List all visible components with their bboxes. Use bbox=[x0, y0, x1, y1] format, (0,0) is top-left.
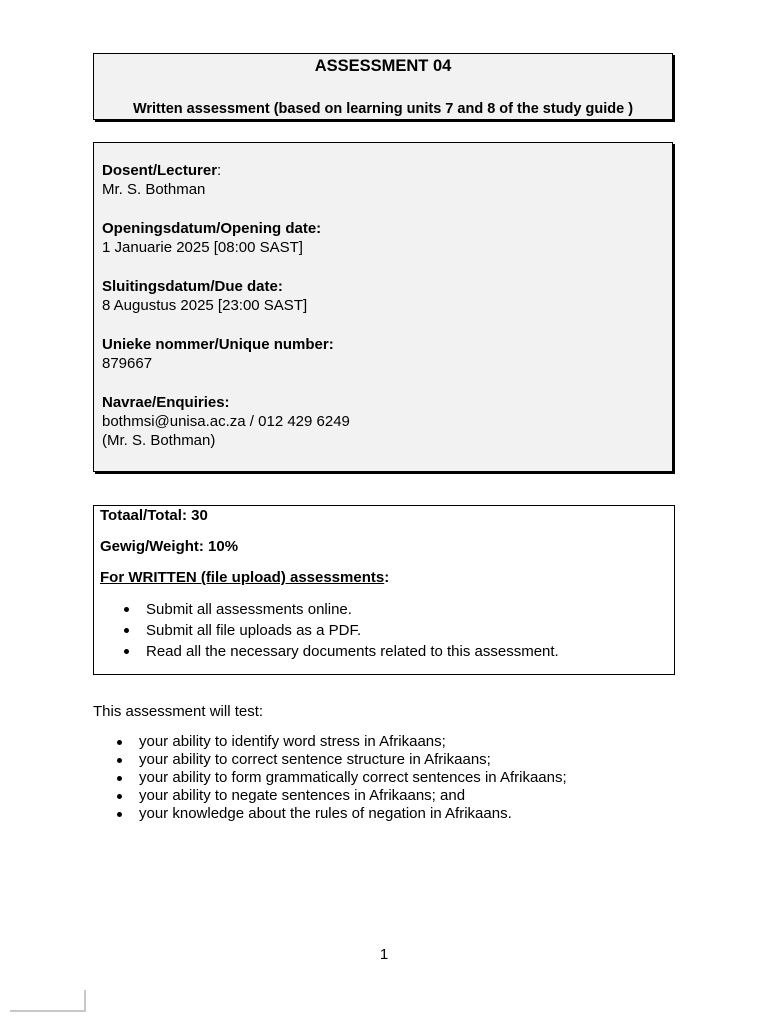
instruction-item: Submit all assessments online. bbox=[146, 601, 352, 618]
page-corner-mark bbox=[10, 990, 86, 1012]
bullet-icon bbox=[124, 607, 129, 612]
instruction-item: Read all the necessary documents related to this assessment. bbox=[146, 643, 559, 660]
test-item: your ability to negate sentences in Afrikaans; and bbox=[139, 787, 466, 804]
assessment-title: ASSESSMENT 04 bbox=[314, 57, 452, 75]
test-item: your ability to identify word stress in Afrikaans; bbox=[139, 733, 446, 750]
assessment-subtitle: Written assessment (based on learning units 7 and 8 of the study guide ) bbox=[132, 101, 634, 117]
test-item: your ability to correct sentence structure in Afrikaans; bbox=[139, 751, 491, 768]
weight: Gewig/Weight: 10% bbox=[100, 538, 239, 555]
opening-date-value: 1 Januarie 2025 [08:00 SAST] bbox=[102, 239, 303, 256]
enquiries-label: Navrae/Enquiries: bbox=[102, 394, 230, 411]
test-intro: This assessment will test: bbox=[93, 703, 264, 720]
bullet-icon bbox=[117, 776, 122, 781]
bullet-icon bbox=[117, 740, 122, 745]
assessment-title-box bbox=[93, 53, 673, 120]
bullet-icon bbox=[117, 794, 122, 799]
lecturer-value: Mr. S. Bothman bbox=[102, 181, 206, 198]
test-item: your ability to form grammatically correct sentences in Afrikaans; bbox=[139, 769, 567, 786]
assessment-info-box bbox=[93, 142, 673, 472]
page-number: 1 bbox=[379, 946, 389, 963]
totals-box bbox=[93, 505, 675, 675]
due-date-value: 8 Augustus 2025 [23:00 SAST] bbox=[102, 297, 308, 314]
lecturer-label: Dosent/Lecturer: bbox=[102, 162, 222, 179]
enquiries-person: (Mr. S. Bothman) bbox=[102, 432, 216, 449]
bullet-icon bbox=[117, 758, 122, 763]
test-item: your knowledge about the rules of negation in Afrikaans. bbox=[139, 805, 512, 822]
unique-number-label: Unieke nommer/Unique number: bbox=[102, 336, 334, 353]
due-date-label: Sluitingsdatum/Due date: bbox=[102, 278, 283, 295]
bullet-icon bbox=[117, 812, 122, 817]
enquiries-value: bothmsi@unisa.ac.za / 012 429 6249 bbox=[102, 413, 350, 430]
instruction-item: Submit all file uploads as a PDF. bbox=[146, 622, 362, 639]
bullet-icon bbox=[124, 628, 129, 633]
bullet-icon bbox=[124, 649, 129, 654]
unique-number-value: 879667 bbox=[102, 355, 153, 372]
opening-date-label: Openingsdatum/Opening date: bbox=[102, 220, 322, 237]
total-marks: Totaal/Total: 30 bbox=[100, 507, 208, 524]
written-assessments-heading: For WRITTEN (file upload) assessments: bbox=[100, 569, 390, 586]
